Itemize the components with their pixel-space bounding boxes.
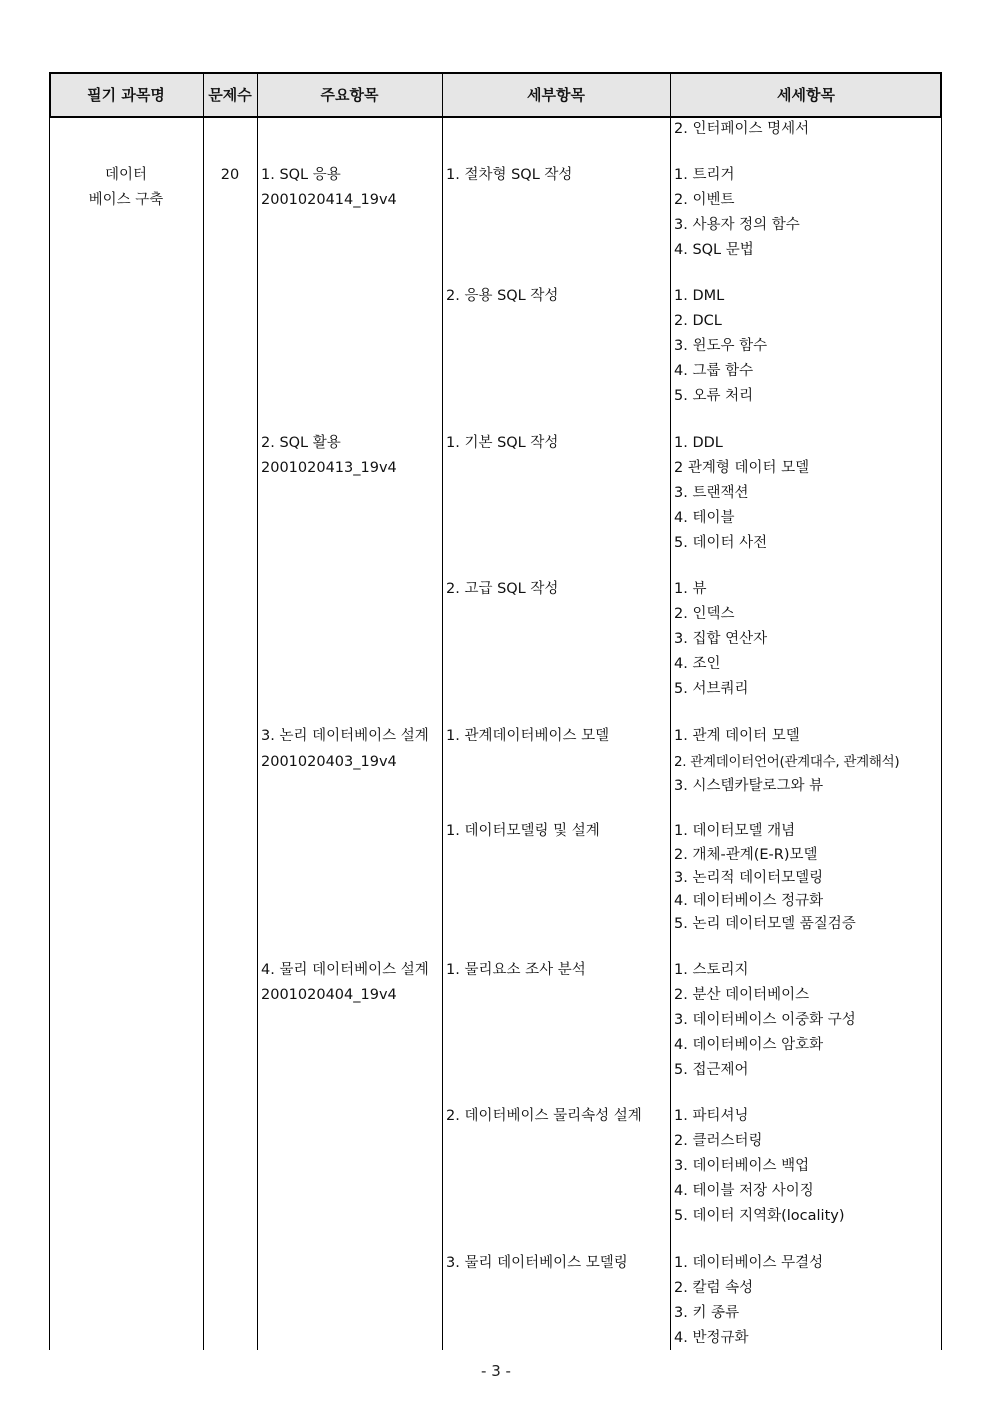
header-sub-item: 세부항목 — [527, 86, 585, 104]
detail-item: 5. 서브쿼리 — [674, 681, 749, 697]
detail-item: 4. 데이터베이스 정규화 — [674, 893, 824, 909]
detail-item: 1. 뷰 — [674, 581, 707, 597]
detail-item: 1. 데이터모델 개념 — [674, 823, 796, 839]
sub-item-title: 2. 데이터베이스 물리속성 설계 — [446, 1108, 642, 1124]
detail-item: 3. 키 종류 — [674, 1305, 740, 1321]
major-item-title: 3. 논리 데이터베이스 설계 — [261, 728, 429, 744]
question-count: 20 — [220, 167, 240, 183]
detail-item: 1. 파티셔닝 — [674, 1108, 749, 1124]
subject-name-line2: 베이스 구축 — [88, 192, 164, 208]
major-item-title: 4. 물리 데이터베이스 설계 — [261, 962, 429, 978]
column-divider — [257, 72, 258, 1350]
detail-item: 5. 논리 데이터모델 품질검증 — [674, 916, 856, 932]
column-divider — [203, 72, 204, 1350]
major-item-title: 1. SQL 응용 — [261, 167, 341, 183]
header-question-count: 문제수 — [208, 86, 252, 104]
detail-item: 1. DDL — [674, 435, 723, 451]
detail-item: 2. 클러스터링 — [674, 1133, 763, 1149]
detail-item: 3. 집합 연산자 — [674, 631, 768, 647]
sub-item-title: 1. 데이터모델링 및 설계 — [446, 823, 600, 839]
detail-item: 4. 데이터베이스 암호화 — [674, 1037, 824, 1053]
detail-item: 3. 데이터베이스 이중화 구성 — [674, 1012, 856, 1028]
detail-item: 5. 접근제어 — [674, 1062, 749, 1078]
detail-item: 4. 그룹 함수 — [674, 363, 754, 379]
detail-item: 3. 사용자 정의 함수 — [674, 217, 800, 233]
detail-item: 5. 데이터 지역화(locality) — [674, 1208, 845, 1224]
sub-item-title: 2. 응용 SQL 작성 — [446, 288, 559, 304]
header-detail-item: 세세항목 — [777, 86, 835, 104]
detail-item: 2. 개체-관계(E-R)모델 — [674, 847, 818, 863]
major-item-code: 2001020414_19v4 — [261, 192, 397, 208]
detail-item: 3. 논리적 데이터모델링 — [674, 870, 824, 886]
detail-item: 1. DML — [674, 288, 725, 304]
sub-item-title: 1. 절차형 SQL 작성 — [446, 167, 573, 183]
sub-item-title: 1. 관계데이터베이스 모델 — [446, 728, 610, 744]
sub-item-title: 1. 기본 SQL 작성 — [446, 435, 559, 451]
major-item-title: 2. SQL 활용 — [261, 435, 341, 451]
detail-item: 2. 인덱스 — [674, 606, 735, 622]
detail-item: 3. 시스템카탈로그와 뷰 — [674, 778, 824, 794]
detail-item: 2. DCL — [674, 313, 722, 329]
detail-item: 3. 데이터베이스 백업 — [674, 1158, 810, 1174]
column-divider — [670, 72, 671, 1350]
detail-item: 2 관계형 데이터 모델 — [674, 460, 810, 476]
detail-item: 4. 조인 — [674, 656, 721, 672]
major-item-code: 2001020403_19v4 — [261, 754, 397, 770]
sub-item-title: 1. 물리요소 조사 분석 — [446, 962, 586, 978]
detail-item: 2. 분산 데이터베이스 — [674, 987, 810, 1003]
header-subject-name: 필기 과목명 — [87, 86, 165, 104]
page-number: - 3 - — [481, 1362, 511, 1380]
detail-item: 2. 관계데이터언어(관계대수, 관계해석) — [674, 754, 900, 770]
major-item-code: 2001020413_19v4 — [261, 460, 397, 476]
detail-item: 1. 관계 데이터 모델 — [674, 728, 800, 744]
sub-item-title: 2. 고급 SQL 작성 — [446, 581, 559, 597]
column-divider — [442, 72, 443, 1350]
detail-item: 4. 테이블 저장 사이징 — [674, 1183, 814, 1199]
detail-item: 4. 테이블 — [674, 510, 735, 526]
detail-item: 4. 반정규화 — [674, 1330, 749, 1346]
continued-detail-item: 2. 인터페이스 명세서 — [674, 121, 810, 137]
detail-item: 3. 윈도우 함수 — [674, 338, 768, 354]
detail-item: 5. 오류 처리 — [674, 388, 754, 404]
detail-item: 3. 트랜잭션 — [674, 485, 749, 501]
detail-item: 1. 스토리지 — [674, 962, 749, 978]
detail-item: 2. 이벤트 — [674, 192, 735, 208]
detail-item: 1. 트리거 — [674, 167, 735, 183]
sub-item-title: 3. 물리 데이터베이스 모델링 — [446, 1255, 628, 1271]
subject-name-line1: 데이터 — [104, 167, 148, 183]
detail-item: 2. 칼럼 속성 — [674, 1280, 754, 1296]
detail-item: 5. 데이터 사전 — [674, 535, 768, 551]
header-major-item: 주요항목 — [320, 86, 379, 104]
major-item-code: 2001020404_19v4 — [261, 987, 397, 1003]
detail-item: 4. SQL 문법 — [674, 242, 754, 258]
detail-item: 1. 데이터베이스 무결성 — [674, 1255, 824, 1271]
